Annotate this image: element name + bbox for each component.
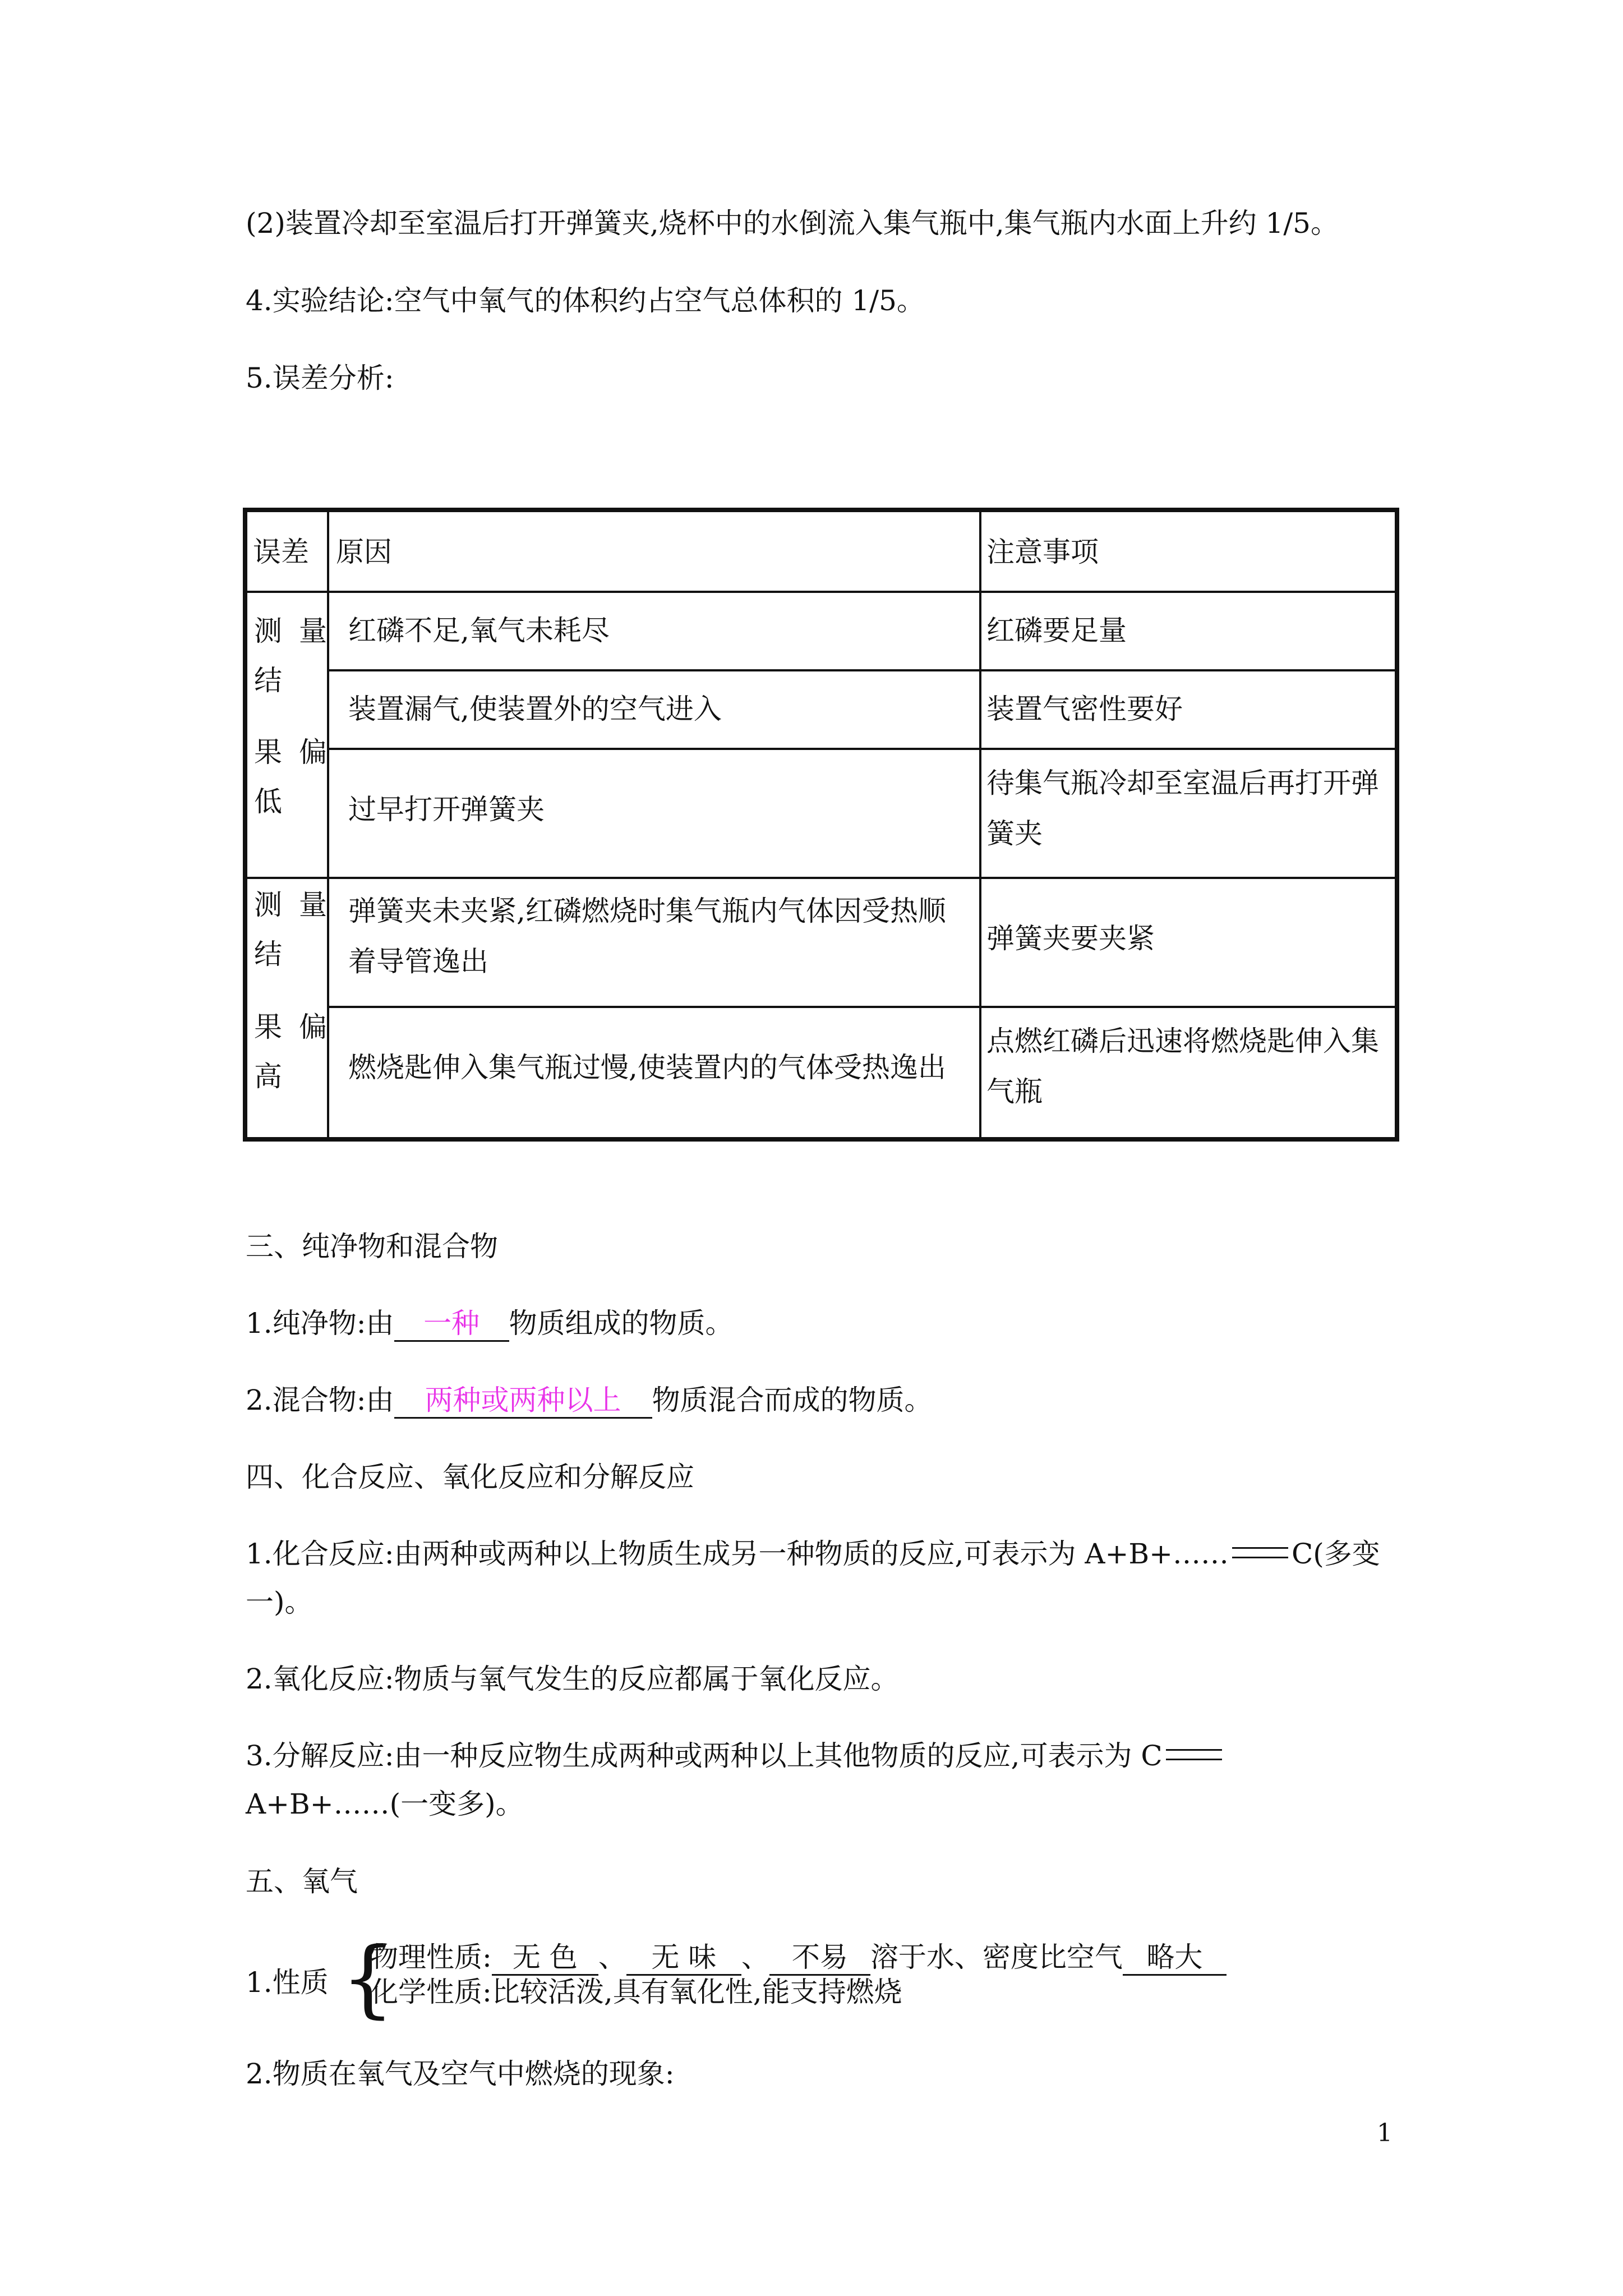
- answer-blank: 无 色: [492, 1940, 598, 1976]
- physical-properties: 物理性质: 无 色 、 无 味 、 不易 溶于水、密度比空气 略大: [370, 1940, 1227, 1976]
- answer-blank: 略大: [1123, 1940, 1227, 1976]
- text-line: 1.化合反应:由两种或两种以上物质生成另一种物质的反应,可表示为 A+B+…… C(多变: [246, 1538, 1380, 1570]
- cell-note: 待集气瓶冷却至室温后再打开弹: [986, 767, 1379, 799]
- cell-note: 装置气密性要好: [986, 693, 1183, 725]
- group-label-low: 测 量 结 果 偏 低: [254, 615, 327, 818]
- cell-cause: 过早打开弹簧夹: [348, 793, 545, 826]
- table-divider: [327, 669, 1395, 671]
- cell-cause: 装置漏气,使装置外的空气进入: [348, 693, 722, 725]
- section-title: 五、氧气: [246, 1865, 358, 1898]
- cell-note: 簧夹: [986, 817, 1043, 850]
- section-title: 四、化合反应、氧化反应和分解反应: [246, 1461, 694, 1493]
- table-divider: [247, 591, 1395, 593]
- text-line: 2.物质在氧气及空气中燃烧的现象:: [246, 2058, 675, 2090]
- group-label-high: 测 量 结 果 偏 高: [254, 889, 327, 1093]
- cell-cause: 弹簧夹未夹紧,红磷燃烧时集气瓶内气体因受热顺: [348, 895, 946, 927]
- text-line: (2)装置冷却至室温后打开弹簧夹,烧杯中的水倒流入集气瓶中,集气瓶内水面上升约 1/5。: [246, 207, 1339, 240]
- answer-blank: 无 味: [626, 1940, 741, 1976]
- answer-blank: 两种或两种以上: [394, 1383, 652, 1419]
- cell-cause: 红磷不足,氧气未耗尽: [348, 614, 610, 647]
- chemical-properties: 化学性质:比较活泼,具有氧化性,能支持燃烧: [370, 1976, 902, 2008]
- error-analysis-table: [243, 508, 1399, 1142]
- text-line: 3.分解反应:由一种反应物生成两种或两种以上其他物质的反应,可表示为 C: [246, 1736, 1225, 1776]
- table-divider: [979, 512, 981, 1137]
- table-divider: [327, 512, 329, 1137]
- answer-blank: 一种: [394, 1306, 509, 1342]
- table-divider: [327, 1006, 1395, 1008]
- cell-note: 红磷要足量: [986, 614, 1127, 647]
- text-line: 4.实验结论:空气中氧气的体积约占空气总体积的 1/5。: [246, 284, 925, 317]
- table-divider: [327, 748, 1395, 750]
- text-line: 一)。: [246, 1586, 313, 1618]
- header-cause: 原因: [336, 536, 392, 568]
- cell-note: 气瓶: [986, 1075, 1043, 1108]
- answer-blank: 不易: [769, 1940, 870, 1976]
- header-error: 误差: [253, 536, 309, 568]
- cell-cause: 着导管逸出: [348, 945, 488, 978]
- cell-note: 弹簧夹要夹紧: [986, 922, 1155, 955]
- text-line: 1.纯净物:由 一种 物质组成的物质。: [246, 1303, 734, 1343]
- cell-note: 点燃红磷后迅速将燃烧匙伸入集: [986, 1025, 1379, 1057]
- cell-cause: 燃烧匙伸入集气瓶过慢,使装置内的气体受热逸出: [348, 1051, 946, 1084]
- table-divider: [247, 877, 1395, 879]
- text-line: 2.氧化反应:物质与氧气发生的反应都属于氧化反应。: [246, 1663, 899, 1695]
- text-line: 2.混合物:由 两种或两种以上 物质混合而成的物质。: [246, 1380, 933, 1420]
- section-title: 三、纯净物和混合物: [246, 1230, 498, 1263]
- reaction-equals-sign: [1166, 1749, 1222, 1760]
- reaction-equals-sign: [1232, 1547, 1288, 1558]
- text-line: A+B+……(一变多)。: [246, 1788, 524, 1820]
- page-number: 1: [1377, 2119, 1393, 2147]
- text-line: 5.误差分析:: [246, 362, 394, 394]
- property-label: 1.性质: [246, 1966, 329, 1999]
- brace: {: [341, 1930, 395, 2027]
- header-note: 注意事项: [986, 536, 1099, 568]
